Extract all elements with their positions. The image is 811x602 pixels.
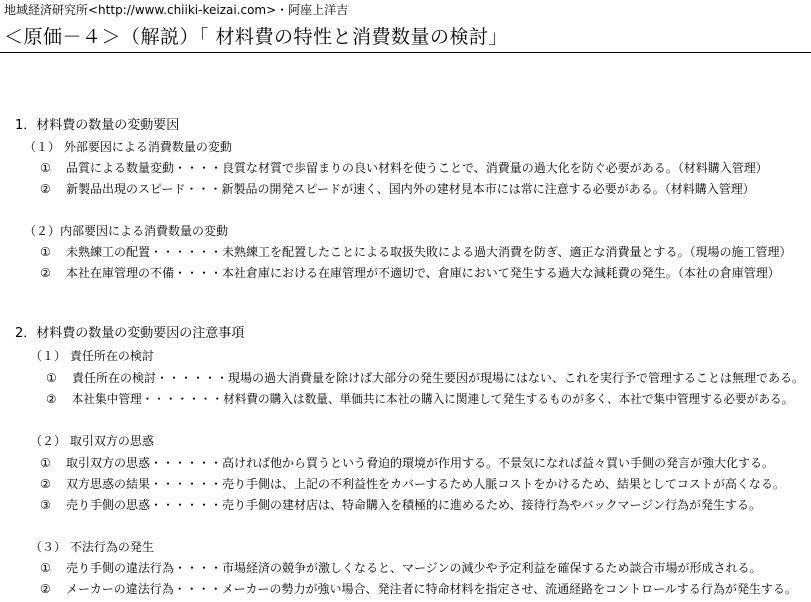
site-attribution: 地域経済研究所<http://www.chiiki-keizai.com>・阿座上洋吉 — [4, 3, 349, 17]
list-item — [40, 497, 761, 513]
list-item — [40, 581, 797, 597]
item-text: 未熟練工の配置・・・・・・未熟練工を配置したことによる取扱失敗による過大消費を防ぎ、適正な消費量とする。（現場の施工管理） — [66, 245, 792, 259]
item-text: 品質による数量変動・・・・良質な材質で歩留まりの良い材料を使うことで、消費量の過大化を防ぐ必要がある。（材料購入管理） — [66, 161, 768, 175]
item-text: メーカーの違法行為・・・・メーカーの勢力が強い場合、発注者に特命材料を指定させ、流通経路をコントロールする行為が発生する。 — [66, 582, 797, 596]
list-item — [40, 455, 774, 471]
item-number: ② — [40, 266, 51, 280]
section-1-2-heading: （２）内部要因による消費数量の変動 — [24, 224, 229, 238]
item-number: ② — [40, 182, 51, 196]
list-item — [40, 244, 792, 260]
title-divider — [0, 52, 811, 53]
list-item — [40, 560, 761, 576]
item-number: ① — [40, 161, 51, 175]
item-text: 新製品出現のスピード・・・新製品の開発スピードが速く、国内外の建材見本市には常に注意する必要がある。（材料購入管理） — [66, 182, 755, 196]
item-number: ③ — [40, 498, 51, 512]
list-item — [40, 160, 768, 176]
item-text: 取引双方の思惑・・・・・・高ければ他から買うという脅迫的環境が作用する。不景気になれば益々買い手側の発言が強大化する。 — [66, 456, 775, 470]
item-number: ② — [40, 582, 51, 596]
item-number: ① — [46, 371, 57, 385]
section-2-2-heading: （２） 取引双方の思惑 — [30, 434, 154, 448]
section-2-1-heading: （１） 責任所在の検討 — [30, 349, 154, 363]
item-number: ① — [40, 561, 51, 575]
item-number: ① — [40, 456, 51, 470]
section-2-heading: 2．材料費の数量の変動要因の注意事項 — [15, 326, 245, 341]
section-1-1-heading: （１） 外部要因による消費数量の変動 — [24, 140, 232, 154]
item-text: 責任所在の検討・・・・・・現場の過大消費量を除けば大部分の発生要因が現場にはない、これを実行予で管理することは無理である。 — [72, 371, 805, 385]
section-1-heading: 1．材料費の数量の変動要因 — [15, 118, 180, 133]
item-text: 売り手側の思惑・・・・・・売り手側の建材店は、特命購入を積極的に進めるため、接待行為やバックマージン行為が発生する。 — [66, 498, 761, 512]
item-text: 双方思惑の結果・・・・・・売り手側は、上記の不利益性をカバーするため人脈コストをかけるため、結果としてコストが高くなる。 — [66, 477, 785, 491]
list-item — [46, 370, 804, 386]
list-item — [40, 476, 785, 492]
item-number: ① — [40, 245, 51, 259]
list-item — [46, 391, 793, 407]
item-text: 本社在庫管理の不備・・・・本社倉庫における在庫管理が不適切で、倉庫において発生する過大な減耗費の発生。（本社の倉庫管理） — [66, 266, 780, 280]
item-number: ② — [46, 392, 57, 406]
item-text: 本社集中管理・・・・・・・材料費の購入は数量、単価共に本社の購入に関連して発生するものが多く、本社で集中管理する必要がある。 — [71, 392, 794, 406]
item-number: ② — [40, 477, 51, 491]
section-2-3-heading: （３） 不法行為の発生 — [30, 540, 154, 554]
list-item — [40, 265, 780, 281]
item-text: 売り手側の違法行為・・・・市場経済の競争が激しくなると、マージンの減少や予定利益を確保するため談合市場が形成される。 — [66, 561, 762, 575]
list-item — [40, 181, 755, 197]
page-title: ＜原価－４＞（解説）「 材料費の特性と消費数量の検討」 — [4, 26, 509, 48]
